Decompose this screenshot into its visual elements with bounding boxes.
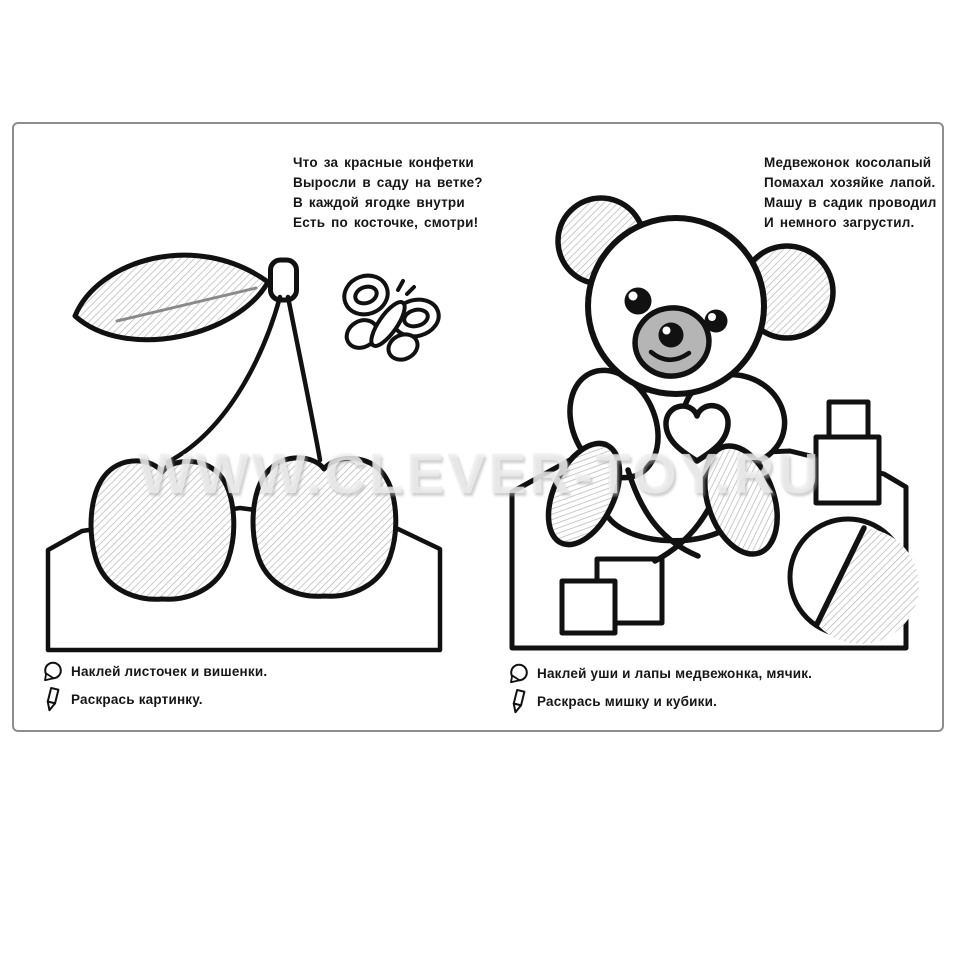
branch-tip	[271, 260, 297, 300]
task-row	[42, 687, 267, 712]
cherry-left	[91, 461, 234, 599]
task-label: Наклей листочек и вишенки.	[71, 664, 268, 679]
cherries-illustration	[48, 255, 443, 650]
watermark-text: WWW.CLEVER-TOY.RU	[138, 442, 822, 506]
bear-nose	[659, 323, 684, 348]
poem-line: Машу в садик проводил	[764, 195, 937, 210]
bear-eye-left-highlight	[629, 292, 638, 301]
poem-left	[293, 153, 483, 233]
task-row	[42, 659, 267, 684]
bear-eye-left	[625, 288, 652, 315]
leaf	[75, 255, 268, 340]
cube-small	[829, 402, 868, 439]
poem-right	[764, 153, 937, 233]
bear-eye-right	[705, 310, 728, 333]
poem-line: И немного загрустил.	[764, 215, 915, 230]
tasks-right	[508, 661, 812, 714]
sticker-icon	[508, 663, 529, 684]
pencil-icon	[42, 686, 63, 713]
butterfly-antennae	[398, 281, 414, 294]
butterfly	[339, 270, 443, 365]
stem-right	[288, 297, 320, 460]
poem-line: Есть по косточке, смотри!	[293, 215, 479, 230]
task-row	[508, 661, 812, 686]
poem-line: Медвежонок косолапый	[764, 155, 932, 170]
task-label: Наклей уши и лапы медвежонка, мячик.	[537, 666, 813, 681]
sticker-icon	[42, 661, 63, 682]
task-row	[508, 689, 812, 714]
cherry-right	[253, 458, 396, 596]
teddy-bear-illustration	[512, 198, 919, 648]
poem-line: Помахал хозяйке лапой.	[764, 175, 936, 190]
task-label: Раскрась мишку и кубики.	[537, 694, 718, 709]
bear-eye-right-highlight	[708, 313, 716, 321]
block-front	[562, 581, 615, 633]
tasks-left	[42, 659, 267, 712]
poem-line: Что за красные конфетки	[293, 155, 474, 170]
poem-line: В каждой ягодке внутри	[293, 195, 465, 210]
poem-line: Выросли в саду на ветке?	[293, 175, 483, 190]
pencil-icon	[508, 688, 529, 715]
bear-nose-highlight	[663, 327, 671, 335]
task-label: Раскрась картинку.	[71, 692, 203, 707]
cube-large	[816, 437, 879, 503]
